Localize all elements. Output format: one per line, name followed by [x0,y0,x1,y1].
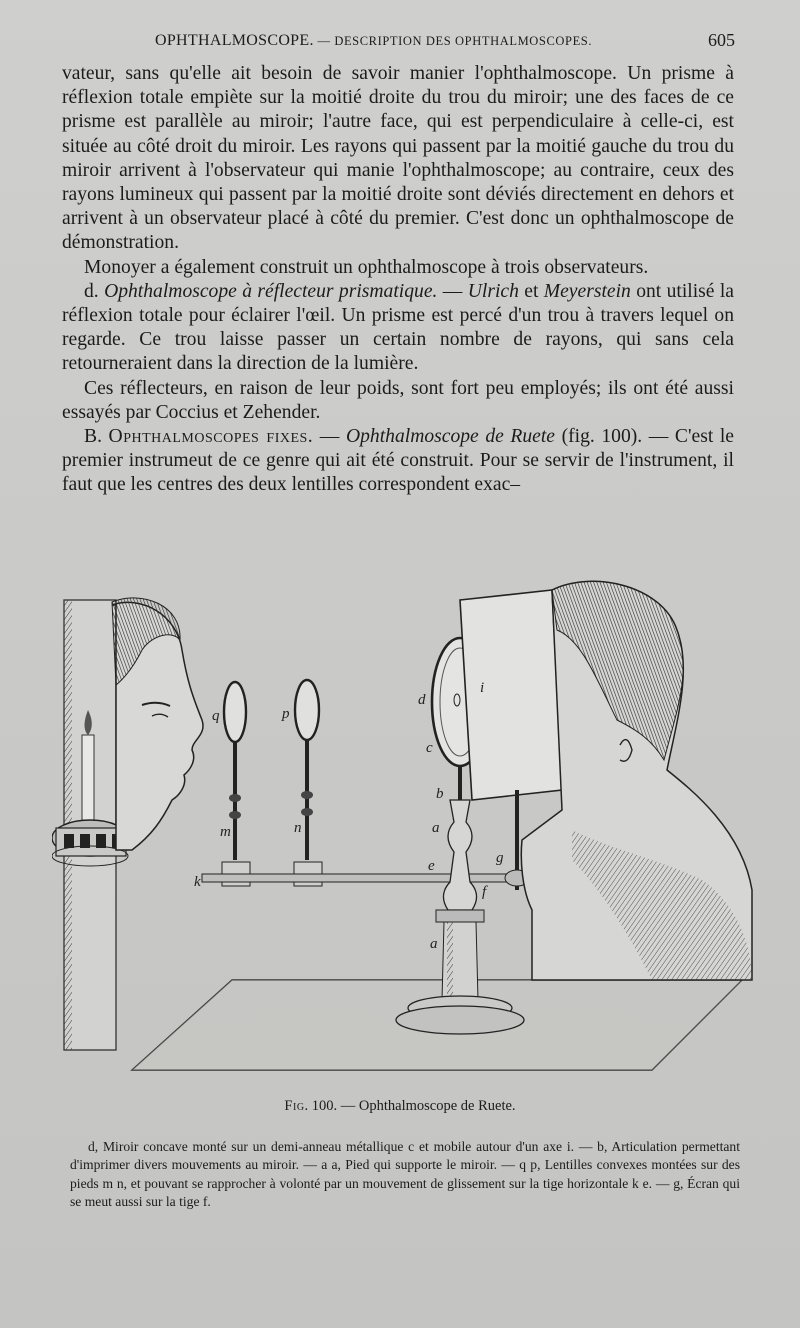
label-q: q [212,708,220,724]
dash: — [437,280,468,302]
figure-caption [0,1098,800,1115]
label-k: k [194,874,201,890]
section-title: Ophthalmoscope à réflecteur prismatique. [104,280,438,302]
author-name: Meyerstein [543,280,631,302]
caption-fig-label: Fig [284,1098,305,1114]
figure-legend [70,1138,740,1212]
page-number: 605 [708,30,735,50]
item-letter: B. [84,426,109,448]
author-name: Ulrich [467,280,519,302]
label-a-upper: a [432,820,440,836]
paragraph-continuation: vateur, sans qu'elle ait besoin de savoir manier l'ophthalmoscope. Un prisme à réflexion totale empiète sur la moitié droite du trou du miroir; une des faces de ce prisme est parallèle au miroir; l'autre face, qui est perpendiculaire à celle-ci, est située au côté droit du miroir. Les rayons qui passent par la moitié gauche du trou du miroir arrivent à l'observateur qui manie l'ophthalmoscope; au contraire, ceux des rayons lumineux qui passent par la moitié droite sont déviés directement en dehors et arrivent à un observateur placé à côté du premier. C'est donc un ophthalmoscope de démonstration. [62,63,734,254]
dash: — [313,426,346,448]
running-head-subtitle: DESCRIPTION DES OPHTHALMOSCOPES. [334,34,593,48]
section-heading: Ophthalmoscopes fixes. [108,426,314,448]
label-c: c [426,740,433,756]
paragraph-body: ont utilisé la réflexion totale pour éclairer l'œil. Un prisme est percé d'un trou à travers lequel on regarde. Ce trou laisse passer un certain nombre de rayons, qui sans cela retourneraient dans la direction de la lumière. [62,280,734,375]
running-head [155,30,735,54]
label-a-lower: a [430,936,438,952]
engraving-illustration [52,560,772,1080]
paragraph-body: (fig. 100). — C'est le premier instrumeut de ce genre qui ait été construit. Pour se servir de l'instrument, il faut que les centres des deux lentilles correspondent exac– [62,426,734,496]
legend-text: d, Miroir concave monté sur un demi-anneau métallique c et mobile autour d'un axe i. — b, Articulation permettant d'imprimer divers mouvements au miroir. — a a, Pied qui supporte le miroir. — q p, Lentilles convexes montées sur des pieds m n, et pouvant se rapprocher à volonté par un mouvement de glissement sur la tige horizontale k e. — g, Écran qui se meut aussi sur la tige f. [70,1139,740,1210]
label-d: d [418,692,426,708]
paragraph-fixed-ophthalmoscopes [62,425,734,498]
paragraph-monoyer: Monoyer a également construit un ophthalmoscope à trois observateurs. [84,256,649,278]
label-e: e [428,858,435,874]
label-i: i [480,680,485,696]
running-head-main: OPHTHALMOSCOPE. [155,32,314,49]
conjunction: et [518,280,544,302]
running-head-dash: — [313,34,335,48]
running-head-title [155,32,592,50]
lens-p [294,680,322,886]
label-n: n [294,820,302,836]
lens-q [222,682,250,886]
label-m: m [220,824,231,840]
label-g: g [496,850,504,866]
label-f: f [482,884,487,900]
label-b: b [436,786,444,802]
caption-title: . 100. — Ophthalmoscope de Ruete. [304,1098,516,1114]
body-text [62,62,734,498]
paragraph-prismatic-reflector [62,280,734,377]
item-letter: d. [84,280,105,302]
patient-head [112,598,203,850]
paragraph-reflectors: Ces réflecteurs, en raison de leur poids, sont fort peu employés; ils ont été aussi essayés par Coccius et Zehender. [62,377,734,423]
section-title: Ophthalmoscope de Ruete [345,426,556,448]
figure-ruete-ophthalmoscope [52,560,772,1080]
label-p: p [282,706,290,722]
